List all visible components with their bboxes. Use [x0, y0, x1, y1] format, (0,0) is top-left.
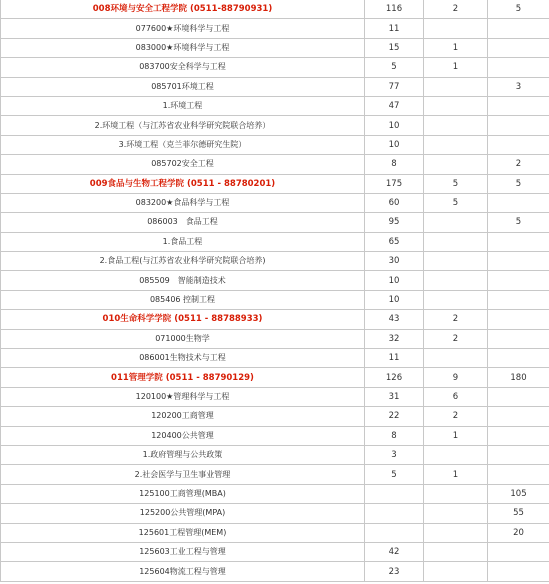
- count-cell-c: [488, 290, 549, 309]
- count-cell-a: [365, 484, 424, 503]
- count-cell-c: [488, 116, 549, 135]
- count-cell-b: [424, 523, 488, 542]
- program-cell: 085701环境工程: [1, 77, 365, 96]
- count-cell-b: [424, 96, 488, 115]
- count-cell-c: 3: [488, 77, 549, 96]
- table-row: [1, 349, 549, 368]
- table-row: [1, 445, 549, 464]
- count-cell-a: 23: [365, 562, 424, 581]
- count-cell-a: 3: [365, 445, 424, 464]
- count-cell-a: 43: [365, 310, 424, 329]
- program-cell: 077600★环境科学与工程: [1, 19, 365, 38]
- count-cell-c: [488, 387, 549, 406]
- count-cell-b: 1: [424, 38, 488, 57]
- table-row: [1, 465, 549, 484]
- count-cell-a: 60: [365, 193, 424, 212]
- program-cell: 120400公共管理: [1, 426, 365, 445]
- count-cell-a: 8: [365, 155, 424, 174]
- count-cell-c: [488, 465, 549, 484]
- program-cell: 086001生物技术与工程: [1, 349, 365, 368]
- count-cell-c: [488, 271, 549, 290]
- college-header-row: [1, 310, 549, 329]
- count-cell-a: 10: [365, 290, 424, 309]
- program-cell: 125603工业工程与管理: [1, 542, 365, 561]
- program-cell: 1.环境工程: [1, 96, 365, 115]
- count-cell-a: 30: [365, 252, 424, 271]
- program-cell: 2.食品工程(与江苏省农业科学研究院联合培养): [1, 252, 365, 271]
- table-row: [1, 96, 549, 115]
- count-cell-a: [365, 523, 424, 542]
- count-cell-c: [488, 252, 549, 271]
- count-cell-c: [488, 329, 549, 348]
- count-cell-c: [488, 96, 549, 115]
- count-cell-a: 11: [365, 19, 424, 38]
- table-row: [1, 271, 549, 290]
- table-row: [1, 542, 549, 561]
- count-cell-b: 1: [424, 426, 488, 445]
- count-cell-b: [424, 562, 488, 581]
- table-row: [1, 290, 549, 309]
- count-cell-b: [424, 349, 488, 368]
- table-row: [1, 116, 549, 135]
- count-cell-b: [424, 19, 488, 38]
- program-cell: 1.食品工程: [1, 232, 365, 251]
- count-cell-c: [488, 58, 549, 77]
- program-cell: 011管理学院 (0511 - 88790129): [1, 368, 365, 387]
- count-cell-c: [488, 407, 549, 426]
- table-row: [1, 426, 549, 445]
- count-cell-c: [488, 135, 549, 154]
- count-cell-a: 42: [365, 542, 424, 561]
- count-cell-b: [424, 116, 488, 135]
- count-cell-b: [424, 290, 488, 309]
- program-cell: 071000生物学: [1, 329, 365, 348]
- program-cell: 2.环境工程（与江苏省农业科学研究院联合培养）: [1, 116, 365, 135]
- table-row: [1, 135, 549, 154]
- count-cell-a: 95: [365, 213, 424, 232]
- count-cell-c: [488, 193, 549, 212]
- program-cell: 083200★食品科学与工程: [1, 193, 365, 212]
- count-cell-c: [488, 562, 549, 581]
- count-cell-a: 8: [365, 426, 424, 445]
- table-body: [1, 0, 549, 581]
- count-cell-c: 180: [488, 368, 549, 387]
- count-cell-b: 1: [424, 465, 488, 484]
- count-cell-c: [488, 542, 549, 561]
- college-header-row: [1, 368, 549, 387]
- program-cell: 125604物流工程与管理: [1, 562, 365, 581]
- count-cell-c: 2: [488, 155, 549, 174]
- college-header-row: [1, 0, 549, 19]
- program-cell: 3.环境工程（克兰菲尔德研究生院）: [1, 135, 365, 154]
- table-row: [1, 58, 549, 77]
- program-cell: 008环境与安全工程学院 (0511-88790931): [1, 0, 365, 19]
- count-cell-a: 5: [365, 58, 424, 77]
- count-cell-a: 126: [365, 368, 424, 387]
- count-cell-c: 20: [488, 523, 549, 542]
- count-cell-c: [488, 349, 549, 368]
- program-cell: 010生命科学学院 (0511 - 88788933): [1, 310, 365, 329]
- count-cell-b: 2: [424, 0, 488, 19]
- table-row: [1, 193, 549, 212]
- count-cell-b: [424, 271, 488, 290]
- count-cell-c: [488, 232, 549, 251]
- count-cell-a: 32: [365, 329, 424, 348]
- program-cell: 086003 食品工程: [1, 213, 365, 232]
- count-cell-c: [488, 310, 549, 329]
- count-cell-a: 5: [365, 465, 424, 484]
- program-cell: 1.政府管理与公共政策: [1, 445, 365, 464]
- program-cell: 125200公共管理(MPA): [1, 504, 365, 523]
- program-cell: 120100★管理科学与工程: [1, 387, 365, 406]
- count-cell-a: 11: [365, 349, 424, 368]
- count-cell-b: [424, 213, 488, 232]
- table-row: [1, 504, 549, 523]
- count-cell-b: 2: [424, 329, 488, 348]
- college-header-row: [1, 174, 549, 193]
- count-cell-b: 6: [424, 387, 488, 406]
- table-row: [1, 387, 549, 406]
- count-cell-c: 5: [488, 174, 549, 193]
- count-cell-a: 22: [365, 407, 424, 426]
- count-cell-b: 2: [424, 310, 488, 329]
- count-cell-b: 5: [424, 193, 488, 212]
- count-cell-a: 175: [365, 174, 424, 193]
- count-cell-c: 5: [488, 0, 549, 19]
- program-cell: 083700安全科学与工程: [1, 58, 365, 77]
- table-row: [1, 329, 549, 348]
- count-cell-b: 5: [424, 174, 488, 193]
- table-row: [1, 77, 549, 96]
- table-row: [1, 155, 549, 174]
- table-row: [1, 484, 549, 503]
- program-cell: 085702安全工程: [1, 155, 365, 174]
- table-row: [1, 38, 549, 57]
- count-cell-c: 5: [488, 213, 549, 232]
- count-cell-b: [424, 542, 488, 561]
- count-cell-b: [424, 504, 488, 523]
- table-row: [1, 232, 549, 251]
- count-cell-b: 9: [424, 368, 488, 387]
- program-cell: 085406 控制工程: [1, 290, 365, 309]
- program-cell: 125601工程管理(MEM): [1, 523, 365, 542]
- count-cell-a: 10: [365, 116, 424, 135]
- count-cell-b: [424, 77, 488, 96]
- count-cell-a: [365, 504, 424, 523]
- count-cell-c: [488, 38, 549, 57]
- count-cell-a: 10: [365, 135, 424, 154]
- count-cell-a: 15: [365, 38, 424, 57]
- count-cell-b: [424, 252, 488, 271]
- program-cell: 125100工商管理(MBA): [1, 484, 365, 503]
- count-cell-a: 116: [365, 0, 424, 19]
- program-cell: 009食品与生物工程学院 (0511 - 88780201): [1, 174, 365, 193]
- table-row: [1, 213, 549, 232]
- count-cell-a: 47: [365, 96, 424, 115]
- count-cell-a: 77: [365, 77, 424, 96]
- count-cell-b: [424, 155, 488, 174]
- count-cell-b: [424, 445, 488, 464]
- program-cell: 120200工商管理: [1, 407, 365, 426]
- program-cell: 083000★环境科学与工程: [1, 38, 365, 57]
- table-row: [1, 252, 549, 271]
- count-cell-c: [488, 19, 549, 38]
- table-row: [1, 407, 549, 426]
- table-row: [1, 562, 549, 581]
- count-cell-c: [488, 426, 549, 445]
- count-cell-b: [424, 484, 488, 503]
- program-cell: 2.社会医学与卫生事业管理: [1, 465, 365, 484]
- table-row: [1, 19, 549, 38]
- program-cell: 085509 智能制造技术: [1, 271, 365, 290]
- count-cell-b: [424, 232, 488, 251]
- table-row: [1, 523, 549, 542]
- count-cell-c: 55: [488, 504, 549, 523]
- count-cell-c: 105: [488, 484, 549, 503]
- count-cell-c: [488, 445, 549, 464]
- count-cell-a: 65: [365, 232, 424, 251]
- count-cell-b: 1: [424, 58, 488, 77]
- count-cell-b: 2: [424, 407, 488, 426]
- count-cell-a: 10: [365, 271, 424, 290]
- count-cell-a: 31: [365, 387, 424, 406]
- count-cell-b: [424, 135, 488, 154]
